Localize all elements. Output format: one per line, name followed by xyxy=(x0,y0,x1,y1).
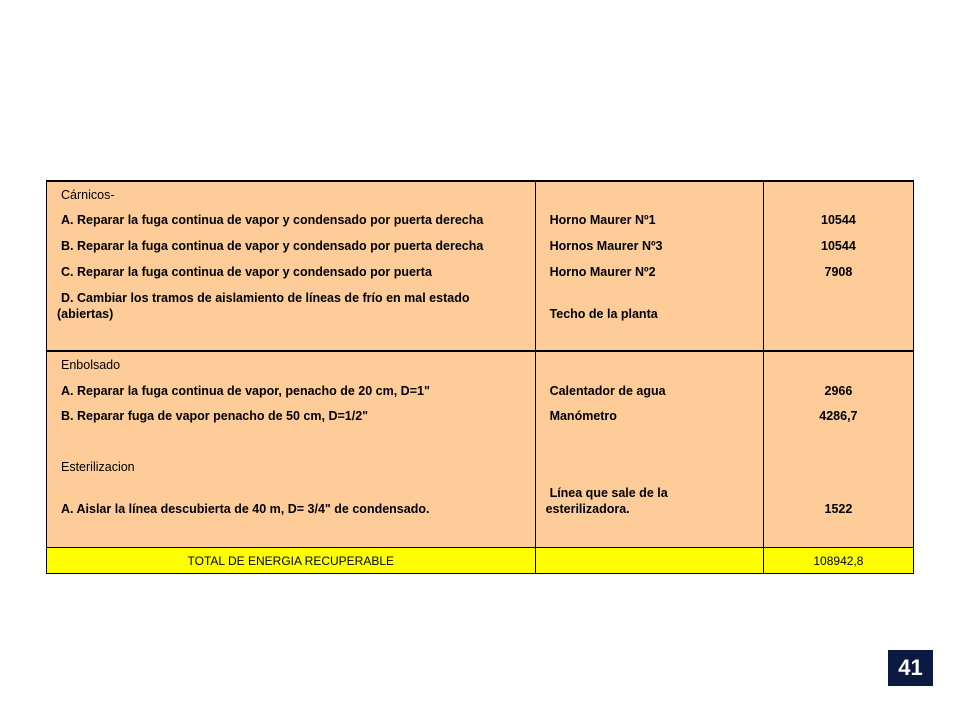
location-text: Techo de la planta xyxy=(549,307,658,321)
energy-table xyxy=(46,180,914,574)
action-text: A. Aislar la línea descubierta de 40 m, D= 3/4" de condensado. xyxy=(61,502,430,516)
value-text: 7908 xyxy=(824,265,853,279)
value-text: 4286,7 xyxy=(819,409,858,423)
section-enbolsado xyxy=(47,351,914,548)
action-text: D. Cambiar los tramos de aislamiento de líneas de frío en mal estado xyxy=(61,291,470,305)
action-text: C. Reparar la fuga continua de vapor y condensado por puerta xyxy=(61,265,432,279)
location-text: Horno Maurer Nº1 xyxy=(549,213,656,227)
values-cell xyxy=(763,181,913,351)
total-value: 108942,8 xyxy=(763,548,913,574)
value-text: 10544 xyxy=(821,239,856,253)
value-text: 2966 xyxy=(824,384,853,398)
section-carnicos xyxy=(47,181,914,351)
location-text: Calentador de agua xyxy=(549,384,666,398)
action-text: A. Reparar la fuga continua de vapor, penacho de 20 cm, D=1" xyxy=(61,384,430,398)
section-subtitle: Esterilizacion xyxy=(61,460,135,474)
action-text: B. Reparar la fuga continua de vapor y condensado por puerta derecha xyxy=(61,239,484,253)
values-cell xyxy=(763,351,913,548)
location-text: Hornos Maurer Nº3 xyxy=(549,239,663,253)
action-text: (abiertas) xyxy=(57,307,114,321)
location-text: Horno Maurer Nº2 xyxy=(549,265,656,279)
actions-cell xyxy=(47,181,536,351)
section-title: Enbolsado xyxy=(61,358,121,372)
actions-cell xyxy=(47,351,536,548)
locations-cell xyxy=(535,181,763,351)
location-text: Línea que sale de la xyxy=(549,486,668,500)
action-text: B. Reparar fuga de vapor penacho de 50 cm, D=1/2" xyxy=(61,409,369,423)
total-empty-cell xyxy=(535,548,763,574)
location-text: Manómetro xyxy=(549,409,617,423)
value-text: 1522 xyxy=(824,502,853,516)
total-row xyxy=(47,548,914,574)
total-label: TOTAL DE ENERGIA RECUPERABLE xyxy=(47,548,536,574)
location-text: esterilizadora. xyxy=(545,502,630,516)
value-text: 10544 xyxy=(821,213,856,227)
action-text: A. Reparar la fuga continua de vapor y condensado por puerta derecha xyxy=(61,213,484,227)
section-title: Cárnicos- xyxy=(61,188,115,202)
page-number-badge: 41 xyxy=(888,650,933,686)
locations-cell xyxy=(535,351,763,548)
